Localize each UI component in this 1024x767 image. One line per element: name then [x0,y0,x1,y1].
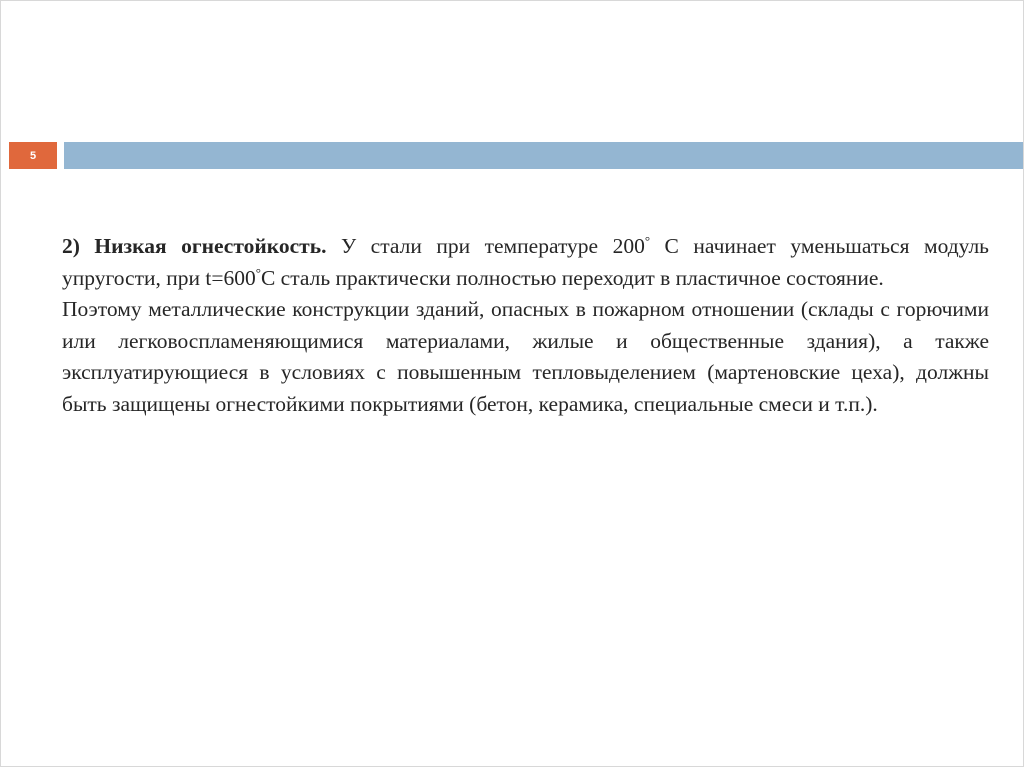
slide-number: 5 [29,149,37,162]
paragraph-1 [62,231,989,294]
paragraph-heading: 2) Низкая огнестойкость. [62,234,327,258]
title-bar [64,142,1023,169]
paragraph-1-text-a: У стали при температуре 200 [326,234,645,258]
degree-sign: ° [644,233,651,248]
slide-body [62,231,989,420]
degree-sign-2: ° [255,264,261,280]
slide-number-badge [9,142,57,169]
paragraph-2: Поэтому металлические конструкции зданий, опасных в пожарном отношении (склады с горючими или легковоспламеняющимися материалами, жилые и общественные здания), а также эксплуатирующиеся в условиях с повышенным тепловыделением (мартеновские цеха), должны быть защищены огнестойкими покрытиями (бетон, керамика, специальные смеси и т.п.). [62,297,989,416]
paragraph-1-text-b: С начинает уменьшаться модуль упругости, при t=600 [62,234,989,290]
paragraph-1-text-c: С сталь практически полностью переходит в пластичное состояние. [260,265,884,290]
